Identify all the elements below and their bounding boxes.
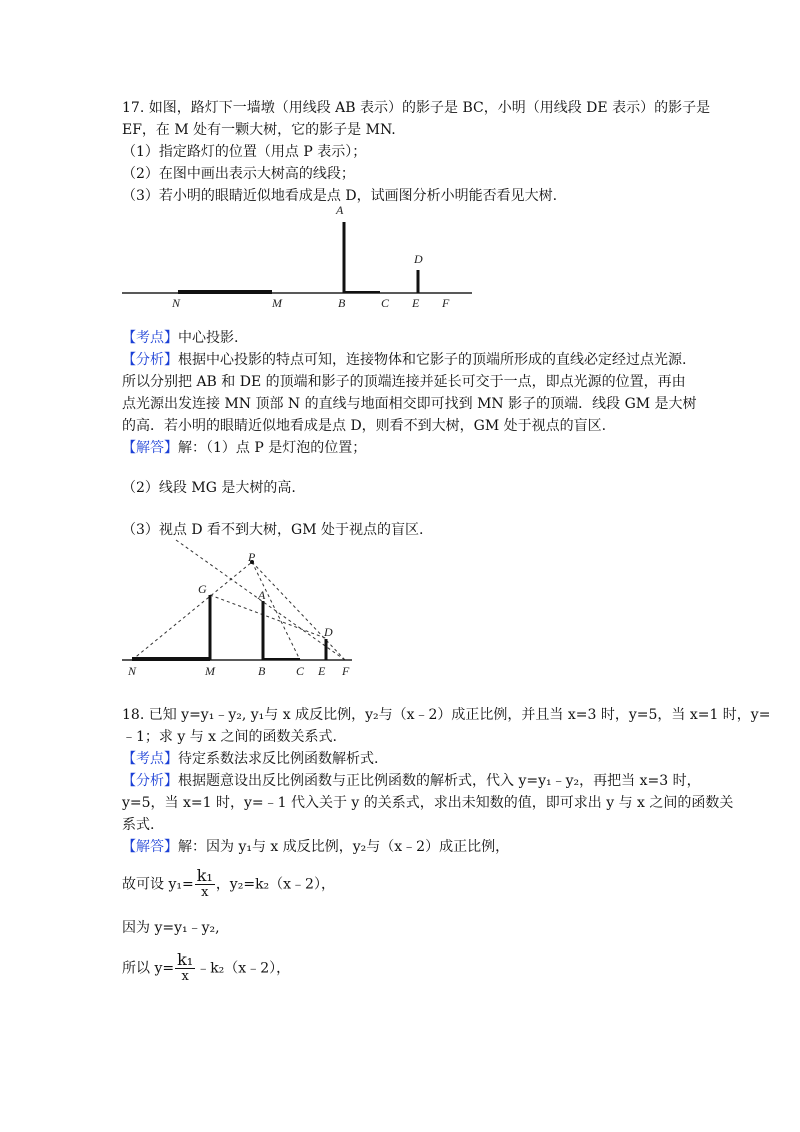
label2-a: A [258, 588, 266, 602]
q17-jieda-line3: （3）视点 D 看不到大树，GM 处于视点的盲区. [122, 522, 424, 538]
q17-jieda-line1 [122, 438, 366, 458]
q18-kaodian-text: 待定系数法求反比例函数解析式. [178, 751, 379, 767]
q18-fenxi-line1 [122, 771, 701, 791]
jieda-text-1: 解：（1）点 P 是灯泡的位置； [178, 440, 367, 456]
fraction-k1-over-x-2 [175, 952, 195, 985]
q18-fenxi-line2: y=5，当 x=1 时，y=﹣1 代入关于 y 的关系式，求出未知数的值，即可求出 y 与 x 之间的函数关 [122, 795, 734, 811]
dashed-g-d [210, 595, 328, 639]
label-e: E [412, 296, 420, 310]
so-prefix: 所以 y= [122, 960, 175, 977]
label-b: B [338, 296, 346, 310]
q17-part1: （1）指定路灯的位置（用点 P 表示）； [122, 144, 367, 160]
q17-kaodian [122, 328, 238, 348]
q17-figure-1 [0, 200, 800, 315]
fenxi-text-1: 根据中心投影的特点可知，连接物体和它影子的顶端所形成的直线必定经过点光源. [178, 352, 687, 368]
dashed-p-f [252, 562, 345, 660]
label-d: D [414, 252, 423, 266]
label2-n: N [128, 664, 137, 678]
q18-set-line [122, 868, 335, 901]
dashed-n-p [132, 562, 252, 660]
q17-stem-line2: EF，在 M 处有一颗大树，它的影子是 MN. [122, 122, 396, 138]
label2-d: D [324, 625, 333, 639]
set-prefix: 故可设 y₁= [122, 876, 194, 893]
jieda-tag: 【解答】 [122, 440, 178, 456]
label2-c: C [296, 664, 305, 678]
kaodian-tag: 【考点】 [122, 330, 178, 346]
q18-because-line: 因为 y=y₁﹣y₂, [122, 920, 220, 936]
q18-jieda-tag: 【解答】 [122, 839, 178, 855]
label-f: F [442, 296, 450, 310]
q18-jieda-line1 [122, 837, 509, 857]
q18-fenxi-text-1: 根据题意设出反比例函数与正比例函数的解析式，代入 y=y₁﹣y₂，再把当 x=3 时， [178, 773, 701, 789]
kaodian-text: 中心投影. [178, 330, 239, 346]
q18-kaodian [122, 749, 378, 769]
label2-f: F [342, 664, 350, 678]
q17-figure-2 [0, 535, 800, 685]
q17-fenxi-line3: 点光源出发连接 MN 顶部 N 的直线与地面相交即可找到 MN 影子的顶端．线段 GM 是大树 [122, 396, 697, 412]
fraction-numerator-2: k₁ [177, 950, 194, 969]
label-m: M [272, 296, 282, 310]
so-suffix: ﹣k₂（x﹣2）， [196, 960, 291, 977]
q18-stem-line2: ﹣1；求 y 与 x 之间的函数关系式. [122, 729, 337, 745]
fraction-k1-over-x [195, 868, 215, 901]
q17-fenxi-line2: 所以分别把 AB 和 DE 的顶端和影子的顶端连接并延长可交于一点，即点光源的位置，再由 [122, 374, 686, 390]
q18-jieda-text-1: 解：因为 y₁与 x 成反比例，y₂与（x﹣2）成正比例， [178, 839, 510, 855]
set-suffix: ，y₂=k₂（x﹣2）， [215, 876, 335, 893]
label-c: C [381, 296, 390, 310]
q17-stem-line1: 17. 如图，路灯下一墙墩（用线段 AB 表示）的影子是 BC，小明（用线段 DE 表示）的影子是 [122, 100, 711, 116]
label2-p: P [248, 550, 256, 564]
q17-fenxi-line4: 的高．若小明的眼睛近似地看成是点 D，则看不到大树，GM 处于视点的盲区. [122, 418, 607, 434]
fraction-numerator: k₁ [196, 866, 213, 885]
q18-so-line [122, 952, 290, 985]
q18-fenxi-tag: 【分析】 [122, 773, 178, 789]
label2-m: M [205, 664, 215, 678]
label2-b: B [258, 664, 266, 678]
fraction-denominator: x [201, 885, 209, 900]
q18-kaodian-tag: 【考点】 [122, 751, 178, 767]
fraction-denominator-2: x [181, 969, 189, 984]
label-a: A [336, 203, 344, 217]
q18-stem-line1: 18. 已知 y=y₁﹣y₂, y₁与 x 成反比例，y₂与（x﹣2）成正比例，并且当 x=3 时，y=5，当 x=1 时，y= [122, 707, 771, 723]
q17-part3: （3）若小明的眼睛近似地看成是点 D，试画图分析小明能否看见大树. [122, 188, 558, 204]
label2-g: G [198, 582, 207, 596]
label2-e: E [318, 664, 326, 678]
q18-fenxi-line3: 系式. [122, 817, 155, 833]
label-n: N [172, 296, 181, 310]
q17-part2: （2）在图中画出表示大树高的线段； [122, 166, 355, 182]
q17-jieda-line2: （2）线段 MG 是大树的高. [122, 480, 296, 496]
q17-fenxi-line1 [122, 350, 686, 370]
fenxi-tag: 【分析】 [122, 352, 178, 368]
